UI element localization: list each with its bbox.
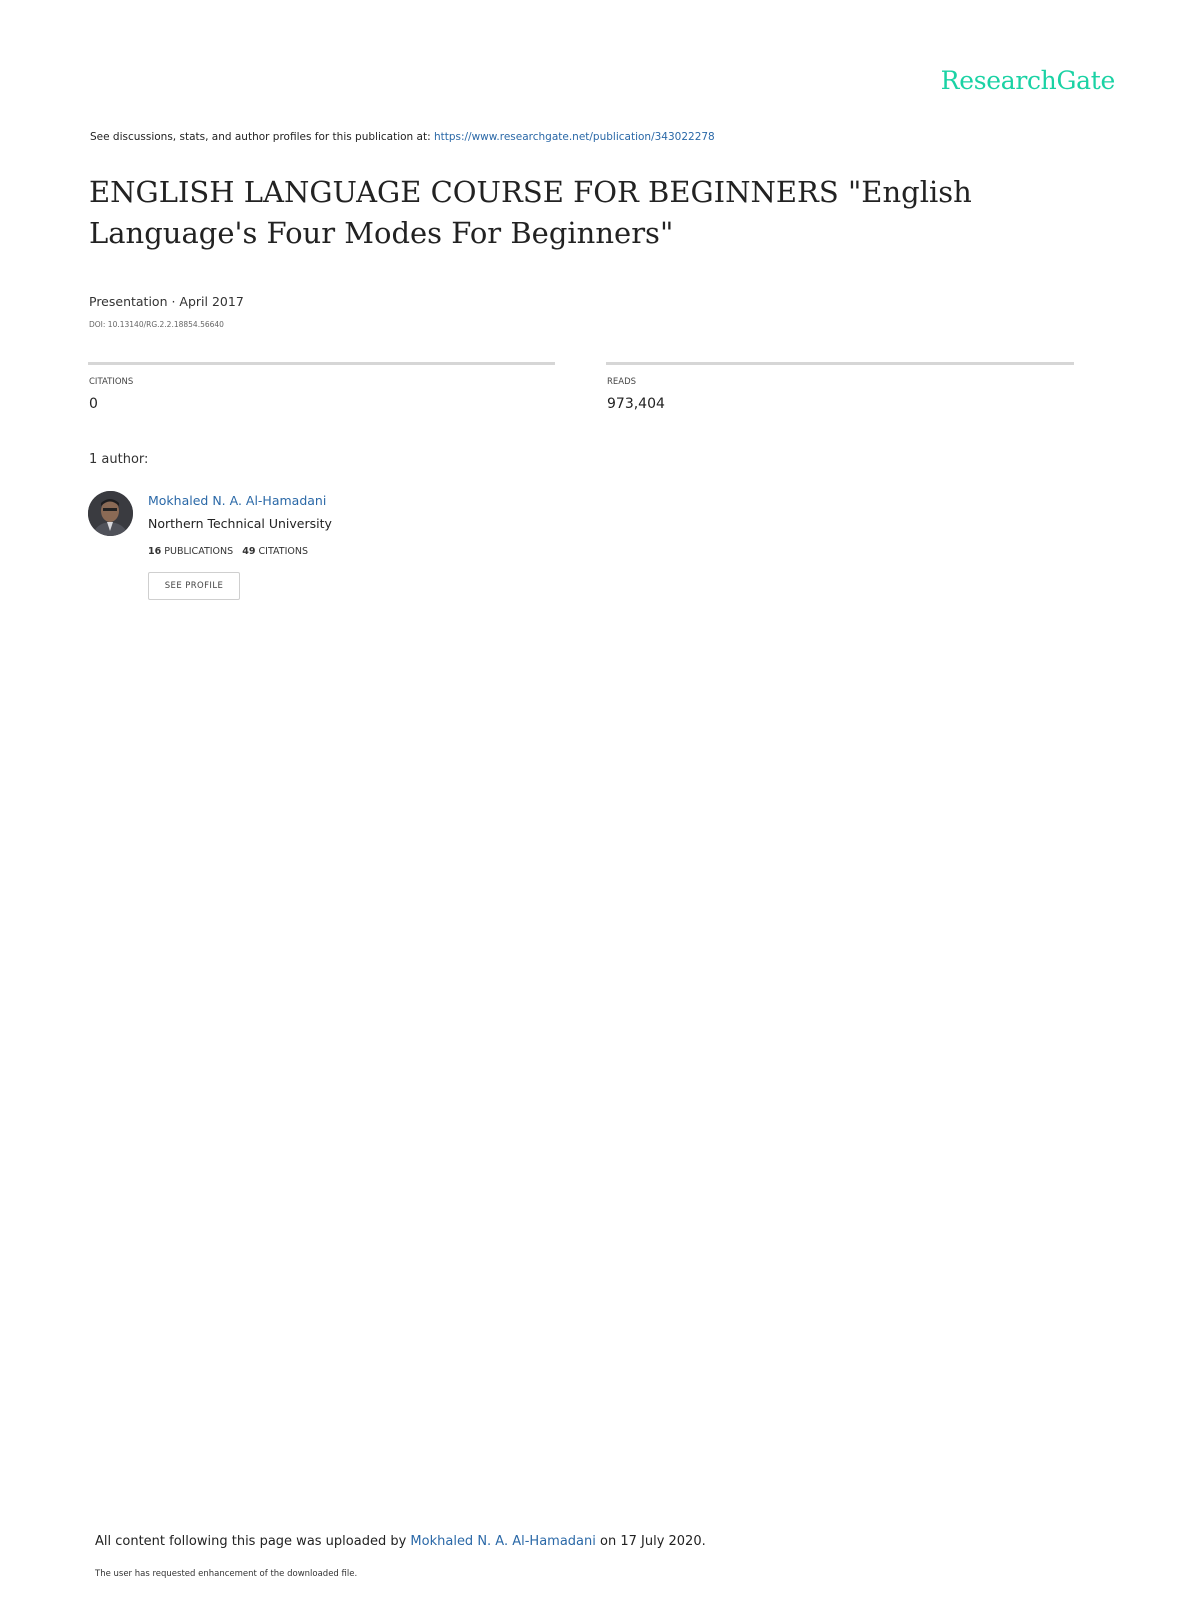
publication-meta: Presentation · April 2017 [89, 294, 244, 309]
citations-label: CITATIONS [89, 377, 134, 387]
reads-value: 973,404 [607, 396, 665, 412]
author-photo-icon [88, 491, 133, 536]
publications-count-label: PUBLICATIONS [164, 546, 234, 557]
see-profile-button[interactable]: SEE PROFILE [148, 572, 240, 600]
uploader-link[interactable]: Mokhaled N. A. Al-Hamadani [410, 1534, 596, 1549]
reads-divider [606, 362, 1074, 365]
source-prefix-text: See discussions, stats, and author profiles for this publication at: [90, 131, 434, 143]
author-counts [148, 546, 308, 557]
upload-suffix-text: on 17 July 2020. [595, 1534, 706, 1549]
publications-count: 16 [148, 546, 162, 557]
enhancement-note: The user has requested enhancement of the downloaded file. [95, 1569, 358, 1579]
author-citations-count: 49 [242, 546, 256, 557]
author-affiliation: Northern Technical University [148, 516, 332, 531]
researchgate-logo[interactable]: ResearchGate [940, 66, 1115, 95]
upload-info-line [95, 1534, 706, 1549]
author-name-link[interactable]: Mokhaled N. A. Al-Hamadani [148, 493, 327, 508]
publication-source-line [90, 131, 715, 143]
citations-divider [88, 362, 555, 365]
author-citations-label: CITATIONS [258, 546, 308, 557]
citations-value: 0 [89, 396, 98, 412]
publication-title: ENGLISH LANGUAGE COURSE FOR BEGINNERS "English Language's Four Modes For Beginners" [89, 175, 972, 250]
publication-doi: DOI: 10.13140/RG.2.2.18854.56640 [89, 320, 224, 329]
publication-url-link[interactable]: https://www.researchgate.net/publication/343022278 [433, 131, 715, 143]
reads-label: READS [607, 377, 637, 387]
author-avatar[interactable] [88, 491, 133, 536]
upload-prefix-text: All content following this page was uploaded by [95, 1534, 411, 1549]
authors-heading: 1 author: [89, 452, 149, 467]
